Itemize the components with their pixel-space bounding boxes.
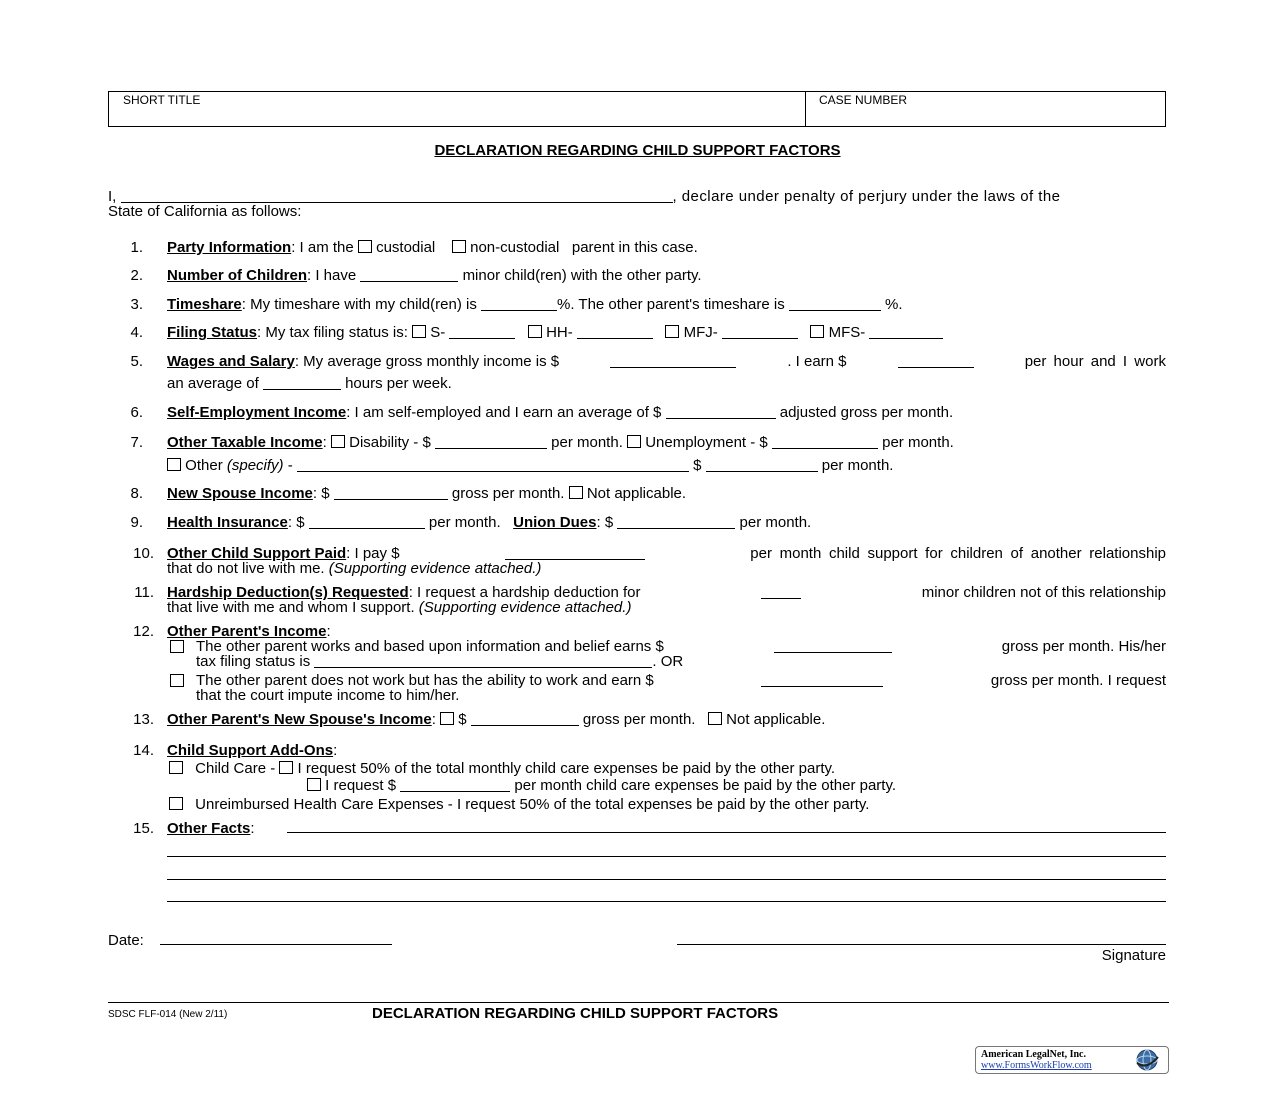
item-text: (Supporting evidence attached.) [418, 599, 632, 616]
other-parent-filing-line [196, 653, 683, 670]
specify-label: (specify) [226, 457, 284, 474]
item-text: per month. [428, 514, 501, 531]
item-text: . OR [652, 653, 684, 670]
item-wages-salary [167, 353, 1166, 370]
item-number: 5. [130, 353, 143, 370]
item-text: : [250, 820, 255, 837]
unemployment-label: Unemployment - $ [645, 434, 768, 451]
item-text: tax filing status is [196, 653, 311, 670]
item-text: gross per month. I request [990, 672, 1166, 689]
not-applicable-label: Not applicable. [726, 711, 826, 728]
item-text: per hour and I work [1024, 353, 1166, 370]
custodial-label: custodial [376, 239, 436, 256]
intro-line-2: State of California as follows: [108, 203, 302, 220]
item-label: Other Child Support Paid [167, 545, 347, 562]
intro-prefix: I, [108, 188, 117, 205]
date-label: Date: [108, 932, 144, 949]
monthly-income-field[interactable] [610, 353, 736, 368]
item-number: 15. [133, 820, 154, 837]
item-text: : My tax filing status is: [257, 324, 408, 341]
item-label: Party Information [167, 239, 292, 256]
filing-s-label: S- [430, 324, 446, 341]
item-party-information [167, 239, 698, 256]
item-text: : [326, 623, 331, 640]
page-title: DECLARATION REGARDING CHILD SUPPORT FACTORS [434, 142, 841, 159]
item-text: : I am the [291, 239, 354, 256]
unemployment-checkbox[interactable] [627, 435, 641, 448]
child-care-amount-field[interactable] [400, 777, 510, 792]
item-other-parent-new-spouse [167, 711, 825, 728]
hardship-children-field[interactable] [761, 584, 801, 599]
health-insurance-field[interactable] [309, 514, 425, 529]
item-other-taxable-income-line2 [167, 457, 893, 474]
other-parent-filing-field[interactable] [314, 653, 652, 668]
other-facts-line[interactable] [167, 856, 1166, 857]
item-text: minor child(ren) with the other party. [462, 267, 702, 284]
other-spouse-na-checkbox[interactable] [708, 712, 722, 725]
unreimbursed-health-line [169, 796, 869, 813]
item-label: Filing Status [167, 324, 257, 341]
item-text: %. [885, 296, 903, 313]
item-text: I request $ [325, 777, 397, 794]
other-timeshare-field[interactable] [789, 296, 881, 311]
item-text: The other parent does not work but has the ability to work and earn $ [196, 672, 654, 689]
other-facts-line[interactable] [167, 879, 1166, 880]
item-filing-status [167, 324, 943, 341]
item-number: 12. [133, 623, 154, 640]
child-care-line [169, 760, 835, 777]
filing-mfs-checkbox[interactable] [810, 325, 824, 338]
item-timeshare [167, 296, 903, 313]
item-health-insurance [167, 514, 811, 531]
child-care-amount-line [307, 777, 896, 794]
item-text: : I am self-employed and I earn an average of $ [346, 404, 662, 421]
item-label: Other Facts [167, 820, 251, 837]
american-legalnet-logo[interactable] [975, 1046, 1169, 1074]
item-text: - [287, 457, 293, 474]
filing-hh-label: HH- [546, 324, 573, 341]
item-text: per month. [739, 514, 812, 531]
filing-hh-checkbox[interactable] [528, 325, 542, 338]
not-applicable-label: Not applicable. [586, 485, 687, 502]
filing-mfs-field[interactable] [869, 324, 943, 339]
filing-s-checkbox[interactable] [412, 325, 426, 338]
custodial-checkbox[interactable] [358, 240, 372, 253]
item-number: 7. [130, 434, 143, 451]
filing-hh-field[interactable] [577, 324, 653, 339]
item-text: : I pay $ [346, 545, 400, 562]
signature-label: Signature [1101, 947, 1166, 964]
item-label: Hardship Deduction(s) Requested [167, 584, 409, 601]
other-spouse-income-field[interactable] [471, 711, 579, 726]
item-hardship-deduction-line2 [167, 599, 631, 616]
other-income-checkbox[interactable] [167, 458, 181, 471]
item-number: 6. [130, 404, 143, 421]
item-text: I request 50% of the total monthly child care expenses be paid by the other party. [297, 760, 836, 777]
item-text: per month child support for children of another relationship [750, 545, 1166, 562]
item-number: 2. [130, 267, 143, 284]
item-text: The other parent works and based upon information and belief earns $ [196, 638, 664, 655]
non-custodial-checkbox[interactable] [452, 240, 466, 253]
item-text: : $ [596, 514, 614, 531]
declarant-name-field[interactable] [121, 188, 673, 203]
other-income-amount-field[interactable] [706, 457, 818, 472]
item-text: %. The other parent's timeshare is [557, 296, 785, 313]
item-text: : I request a hardship deduction for [408, 584, 641, 601]
intro-suffix: , declare under penalty of perjury under the laws of the [672, 188, 1061, 205]
item-label: Number of Children [167, 267, 308, 284]
unreimbursed-health-checkbox[interactable] [169, 797, 183, 810]
item-text: : $ [312, 485, 330, 502]
new-spouse-income-field[interactable] [334, 485, 448, 500]
footer-title: DECLARATION REGARDING CHILD SUPPORT FACTORS [372, 1005, 779, 1022]
item-text: : My average gross monthly income is $ [294, 353, 560, 370]
item-text: gross per month. [582, 711, 696, 728]
my-timeshare-field[interactable] [481, 296, 557, 311]
globe-icon [1134, 1048, 1160, 1072]
item-number: 14. [133, 742, 154, 759]
short-title-field[interactable] [109, 92, 806, 126]
short-title-label: SHORT TITLE [123, 93, 201, 107]
filing-s-field[interactable] [449, 324, 515, 339]
item-new-spouse-income [167, 485, 686, 502]
item-number: 13. [133, 711, 154, 728]
item-text: per month child care expenses be paid by the other party. [514, 777, 897, 794]
item-text: that live with me and whom I support. [167, 599, 415, 616]
impute-earnings-field[interactable] [761, 672, 883, 687]
item-text: . I earn $ [787, 353, 847, 370]
item-text: : $ [287, 514, 305, 531]
item-text: per month. [821, 457, 894, 474]
item-text: per month. [551, 434, 623, 451]
self-employment-field[interactable] [666, 404, 776, 419]
other-parent-works-checkbox[interactable] [170, 640, 184, 653]
other-spouse-income-checkbox[interactable] [440, 712, 454, 725]
disability-amount-field[interactable] [435, 434, 547, 449]
item-number: 8. [130, 485, 143, 502]
other-facts-line[interactable] [167, 901, 1166, 902]
unemployment-amount-field[interactable] [772, 434, 878, 449]
union-dues-label: Union Dues [513, 514, 597, 531]
item-text: : I have [307, 267, 357, 284]
item-label: Other Parent's Income [167, 623, 327, 640]
item-number: 9. [130, 514, 143, 531]
filing-mfj-field[interactable] [722, 324, 798, 339]
item-text: per month. [882, 434, 954, 451]
item-label: Timeshare [167, 296, 242, 313]
item-other-facts [167, 820, 255, 837]
item-text: minor children not of this relationship [921, 584, 1166, 601]
date-field[interactable] [160, 944, 392, 945]
item-text: (Supporting evidence attached.) [328, 560, 542, 577]
item-child-support-add-ons [167, 742, 337, 759]
impute-income-line: that the court impute income to him/her. [196, 687, 460, 704]
filing-mfs-label: MFS- [828, 324, 866, 341]
item-text: adjusted gross per month. [779, 404, 954, 421]
item-number-of-children [167, 267, 702, 284]
child-care-checkbox[interactable] [169, 761, 183, 774]
item-text: gross per month. [451, 485, 565, 502]
item-other-taxable-income [167, 434, 954, 451]
item-number: 10. [133, 545, 154, 562]
item-number: 1. [130, 239, 143, 256]
union-dues-field[interactable] [617, 514, 735, 529]
case-number-field[interactable] [806, 92, 1166, 126]
item-text: gross per month. His/her [1001, 638, 1166, 655]
other-parent-earnings-field[interactable] [774, 638, 892, 653]
item-text: $ [693, 457, 702, 474]
item-text: : [431, 711, 436, 728]
new-spouse-na-checkbox[interactable] [569, 486, 583, 499]
disability-label: Disability - $ [349, 434, 431, 451]
children-count-field[interactable] [360, 267, 458, 282]
non-custodial-label: non-custodial [470, 239, 560, 256]
item-text: that do not live with me. [167, 560, 325, 577]
item-label: Other Taxable Income [167, 434, 323, 451]
item-number: 4. [130, 324, 143, 341]
disability-checkbox[interactable] [331, 435, 345, 448]
other-income-specify-field[interactable] [297, 457, 689, 472]
hours-per-week-field[interactable] [263, 375, 341, 390]
item-number: 3. [130, 296, 143, 313]
item-text: : My timeshare with my child(ren) is [241, 296, 477, 313]
other-facts-line[interactable] [287, 832, 1166, 833]
item-self-employment [167, 404, 953, 421]
child-care-amount-checkbox[interactable] [307, 778, 321, 791]
item-text: $ [458, 711, 467, 728]
item-text: parent in this case. [571, 239, 698, 256]
header-box [108, 91, 1166, 127]
item-text: an average of [167, 375, 259, 392]
item-text: hours per week. [345, 375, 452, 392]
item-label: Wages and Salary [167, 353, 295, 370]
logo-url: www.FormsWorkFlow.com [981, 1060, 1092, 1071]
item-label: New Spouse Income [167, 485, 313, 502]
logo-name: American LegalNet, Inc. [981, 1049, 1086, 1060]
item-text: : [333, 742, 338, 759]
item-other-child-support-line2 [167, 560, 541, 577]
item-label: Other Parent's New Spouse's Income [167, 711, 432, 728]
hourly-rate-field[interactable] [898, 353, 974, 368]
child-care-50-checkbox[interactable] [279, 761, 293, 774]
filing-mfj-label: MFJ- [683, 324, 718, 341]
item-text: : [322, 434, 327, 451]
form-id: SDSC FLF-014 (New 2/11) [108, 1009, 228, 1020]
filing-mfj-checkbox[interactable] [665, 325, 679, 338]
item-label: Health Insurance [167, 514, 288, 531]
footer-divider [108, 1002, 1169, 1003]
item-label: Child Support Add-Ons [167, 742, 334, 759]
child-care-label: Child Care - [195, 760, 276, 777]
item-text: Unreimbursed Health Care Expenses - I request 50% of the total expenses be paid by the other party. [195, 796, 870, 813]
other-parent-not-working-checkbox[interactable] [170, 674, 184, 687]
other-child-support-field[interactable] [505, 545, 645, 560]
item-number: 11. [134, 584, 154, 601]
other-income-label: Other [185, 457, 223, 474]
item-label: Self-Employment Income [167, 404, 347, 421]
item-wages-salary-line2 [167, 375, 452, 392]
signature-field[interactable] [677, 944, 1166, 945]
case-number-label: CASE NUMBER [819, 93, 908, 107]
